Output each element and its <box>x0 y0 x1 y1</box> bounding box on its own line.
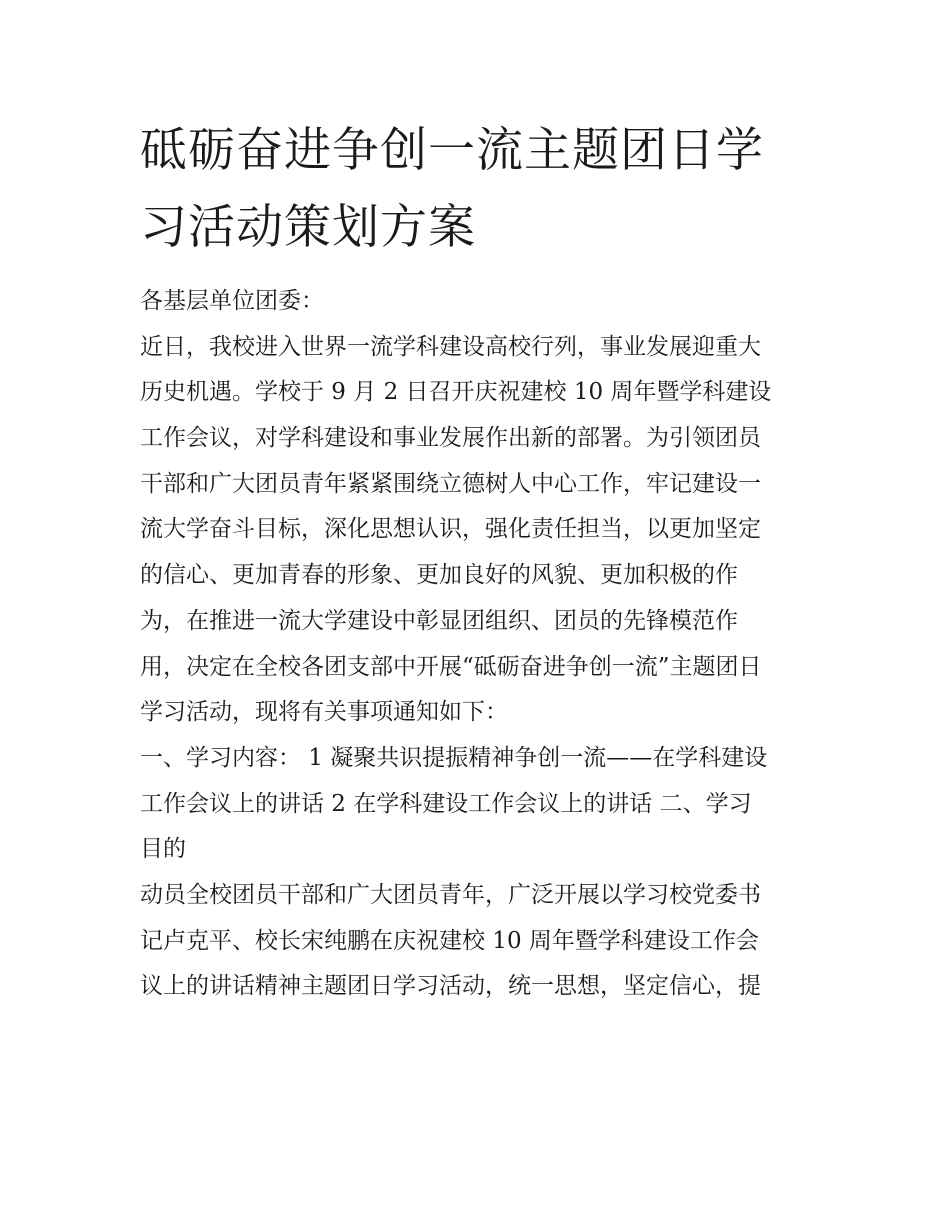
body-line: 用，决定在全校各团支部中开展“砥砺奋进争创一流”主题团日 <box>140 653 762 680</box>
body-line: 学习活动，现将有关事项通知如下： <box>140 699 508 726</box>
body-line: 工作会议上的讲话 2 在学科建设工作会议上的讲话 二、学习 <box>140 790 752 817</box>
body-line: 工作会议，对学科建设和事业发展作出新的部署。为引领团员 <box>140 425 761 452</box>
body-line: 的信心、更加青春的形象、更加良好的风貌、更加积极的作 <box>140 562 738 589</box>
title-line: 砥砺奋进争创一流主题团日学 <box>140 123 764 178</box>
title-line: 习活动策划方案 <box>140 200 476 255</box>
document-body <box>140 279 830 1010</box>
body-line: 近日，我校进入世界一流学科建设高校行列，事业发展迎重大 <box>140 333 761 360</box>
body-line: 议上的讲话精神主题团日学习活动，统一思想，坚定信心，提 <box>140 973 761 1000</box>
body-line: 流大学奋斗目标，深化思想认识，强化责任担当，以更加坚定 <box>140 516 761 543</box>
salutation: 各基层单位团委： <box>140 288 324 314</box>
section-heading-line: 一、学习内容： 1 凝聚共识提振精神争创一流——在学科建设 <box>140 744 768 771</box>
body-line: 历史机遇。学校于 9 月 2 日召开庆祝建校 10 周年暨学科建设 <box>140 379 772 406</box>
body-line: 动员全校团员干部和广大团员青年，广泛开展以学习校党委书 <box>140 881 761 908</box>
body-line: 记卢克平、校长宋纯鹏在庆祝建校 10 周年暨学科建设工作会 <box>140 927 759 954</box>
body-line: 干部和广大团员青年紧紧围绕立德树人中心工作，牢记建设一 <box>140 470 761 497</box>
body-line: 为，在推进一流大学建设中彰显团组织、团员的先锋模范作 <box>140 607 738 634</box>
section-heading-line: 目的 <box>140 836 186 863</box>
document-title <box>140 112 820 266</box>
